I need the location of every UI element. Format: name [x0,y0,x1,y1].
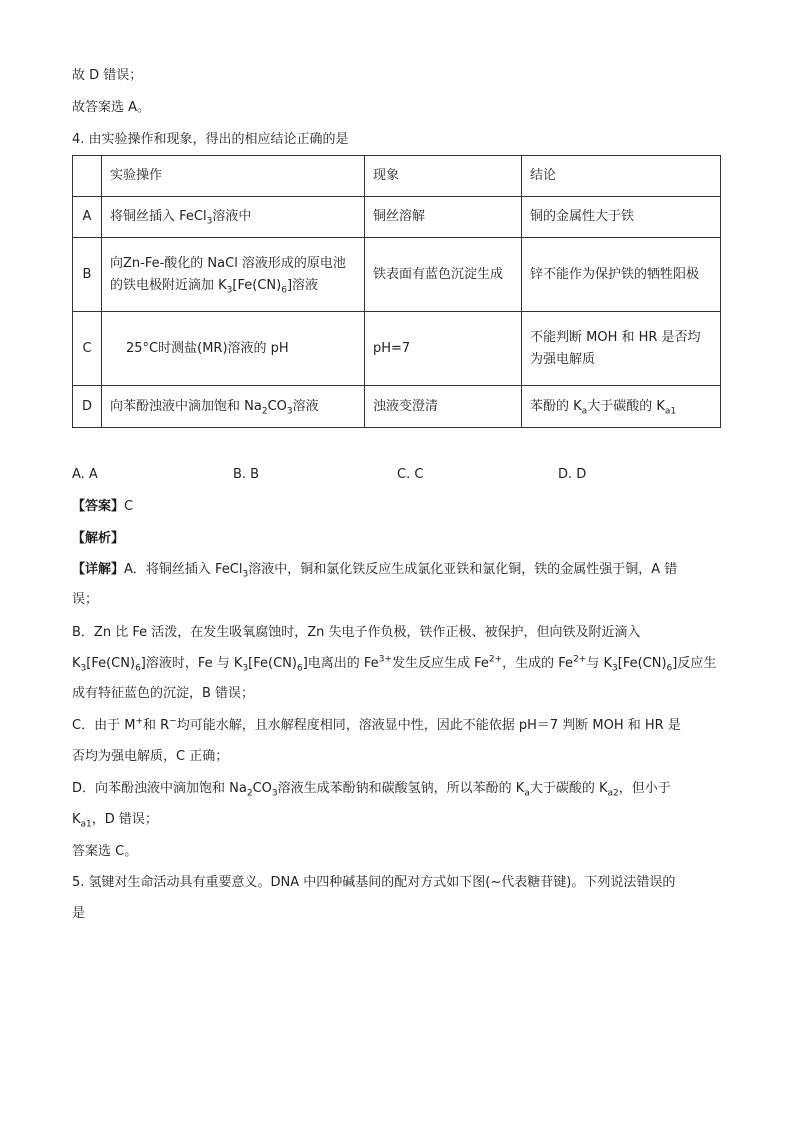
operation-cell: 向苯酚浊液中滴加饱和 $Na_2CO_3$溶液 [102,386,365,428]
row-label: C [73,312,102,386]
text-line: 误； [72,592,99,607]
header-cell: 实验操作 [102,156,365,197]
answer-options [72,467,722,485]
operation-cell: 向Zn-Fe-酸化的 NaCl 溶液形成的原电池的铁电极附近滴加 $K_3[Fe(CN)_6]$溶液 [102,238,365,312]
question-4-stem: 4. 由实验操作和现象，得出的相应结论正确的是 [72,132,349,147]
table-row [73,238,721,312]
option-b: B. B [233,467,260,482]
option-d: D. D [558,467,587,482]
explain-b-line-2: $K_3[Fe(CN)_6]$溶液时，Fe 与 $K_3[Fe(CN)_6]$电离出的 $Fe^{3+}$发生反应生成 $Fe^{2+}$，生成的 $Fe^{2+}$与 $K_3[Fe(CN)_6]$反应生 [72,654,717,674]
table-row [73,312,721,386]
analysis-tag: 【解析】 [72,531,125,546]
answer-tag: 【答案】 [72,499,125,514]
phenomenon-cell: 铜丝溶解 [365,197,522,238]
answer-value: C [124,499,134,514]
conclusion-cell: 苯酚的 $K_a$大于碳酸的 $K_{a1}$ [522,386,721,428]
conclusion-cell: 锌不能作为保护铁的牺牲阳极 [522,238,721,312]
row-label: B [73,238,102,312]
option-c: C. C [397,467,424,482]
table-row [73,386,721,428]
operation-cell: 将铜丝插入 FeCl$_3$溶液中 [102,197,365,238]
table-row [73,197,721,238]
answer-line [72,498,133,516]
text-line: 故 D 错误； [72,68,143,83]
experiment-table [72,155,721,428]
header-cell [73,156,102,197]
operation-cell: 25°C时测盐(MR)溶液的 pH [102,312,365,386]
header-cell: 结论 [522,156,721,197]
header-cell: 现象 [365,156,522,197]
explain-b-line: B．Zn 比 Fe 活泼，在发生吸氧腐蚀时，Zn 失电子作负极，铁作正极、被保护，但向铁及附近滴入 [72,625,641,640]
text-line: 成有特征蓝色的沉淀，B 错误； [72,686,255,701]
final-answer-line: 答案选 C。 [72,844,138,859]
row-label: D [73,386,102,428]
phenomenon-cell: pH=7 [365,312,522,386]
text-line: 故答案选 A。 [72,100,151,115]
question-5-stem: 5. 氢键对生命活动具有重要意义。DNA 中四种碱基间的配对方式如下图(~代表糖苷键)。下列说法错误的 [72,875,676,890]
table-header-row [73,156,721,197]
explain-c-line: C．由于 M+和 R−均可能水解，且水解程度相同，溶液显中性，因此不能依据 pH＝7 判断 MOH 和 HR 是 [72,716,681,733]
analysis-line [72,530,124,548]
explain-d-line: D．向苯酚浊液中滴加饱和 $Na_2CO_3$溶液生成苯酚钠和碳酸氢钠，所以苯酚的 $K_a$大于碳酸的 $K_{a2}$，但小于 [72,781,671,799]
phenomenon-cell: 铁表面有蓝色沉淀生成 [365,238,522,312]
explain-a-line: 【详解】A．将铜丝插入 FeCl$_3$溶液中，铜和氯化铁反应生成氯化亚铁和氯化铜，铁的金属性强于铜，A 错 [72,562,678,580]
option-a: A. A [72,467,98,482]
row-label: A [73,197,102,238]
text-line: 否均为强电解质，C 正确； [72,749,229,764]
conclusion-cell: 不能判断 MOH 和 HR 是否均为强电解质 [522,312,721,386]
phenomenon-cell: 浊液变澄清 [365,386,522,428]
conclusion-cell: 铜的金属性大于铁 [522,197,721,238]
question-5-stem-cont: 是 [72,906,86,921]
explain-d-line-2: $K_{a1}$，D 错误； [72,812,158,830]
